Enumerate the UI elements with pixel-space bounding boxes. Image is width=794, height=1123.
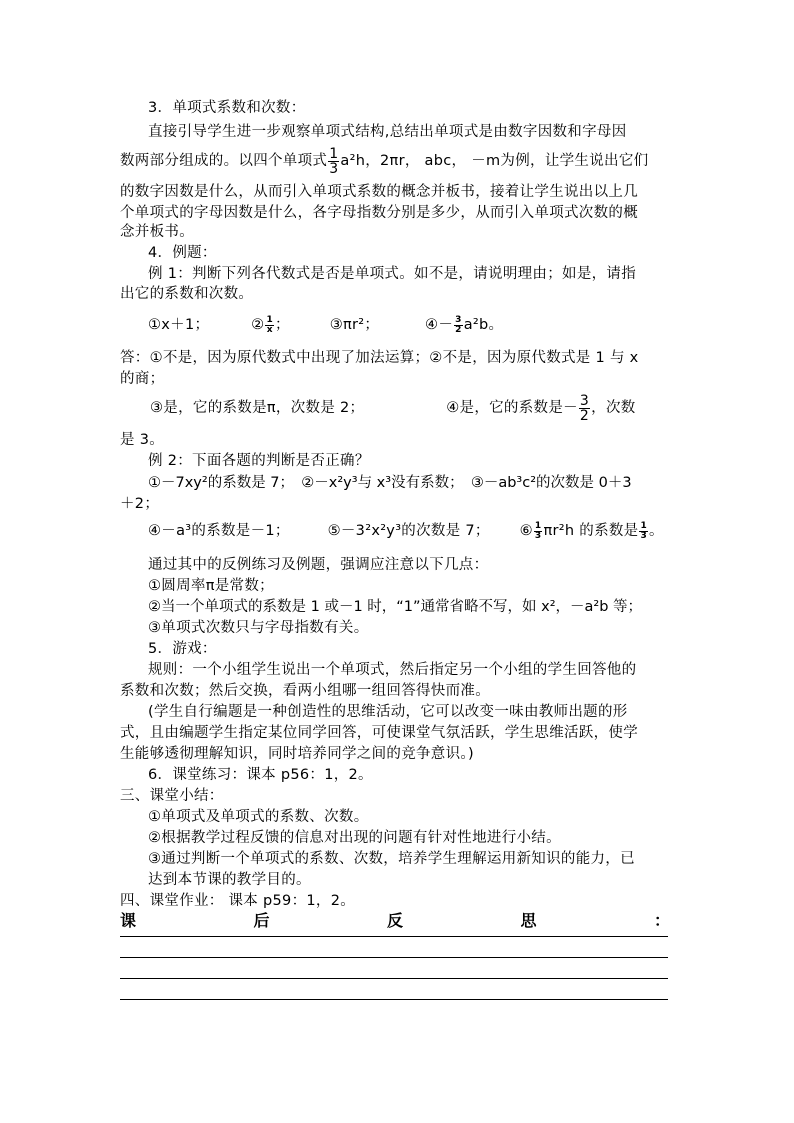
note-item: ①圆周率π是常数； xyxy=(148,578,274,594)
example-1-prompt: 例 1：判断下列各代数式是否是单项式。如不是，请说明理由；如是，请指 xyxy=(148,266,637,282)
writing-line xyxy=(120,936,668,937)
answer-line: 是 3。 xyxy=(120,432,165,448)
summary-item: 达到本节课的教学目的。 xyxy=(148,872,311,888)
fraction: $\frac{1}{3}$ xyxy=(329,145,339,177)
note-item: ②当一个单项式的系数是 1 或－1 时，“1”通常省略不写，如 x²，－a²b 等； xyxy=(148,599,643,615)
example-1-items: ①x＋1； ② $\frac{1}{x}$ ； ③πr²； ④－ $\frac{3}{2}$ a²b。 xyxy=(148,314,504,335)
fraction: $\frac{3}{2}$ xyxy=(455,314,462,335)
paragraph-line: 生能够透彻理解知识，同时培养同学之间的竞争意识。) xyxy=(120,746,474,762)
example-2-prompt: 例 2：下面各题的判断是否正确？ xyxy=(148,453,370,469)
example-2-items: ④－a³的系数是－1； ⑤－3²x²y³的次数是 7； ⑥ $\frac{1}{3}$ πr²h 的系数是 $\frac{1}{3}$ 。 xyxy=(148,520,664,541)
fraction: $\frac{3}{2}$ xyxy=(579,392,590,424)
paragraph-line: 式，且由编题学生指定某位同学回答，可使课堂气氛活跃，学生思维活跃，使学 xyxy=(120,725,638,741)
answer-line: 答：①不是，因为原代数式中出现了加法运算；②不是，因为原代数式是 1 与 x xyxy=(120,350,639,366)
fraction: $\frac{1}{3}$ xyxy=(534,520,542,541)
section-heading-game: 5．游戏： xyxy=(148,641,217,657)
paragraph-line: 系数和次数；然后交换，看两小组哪一组回答得快而准。 xyxy=(120,683,490,699)
paragraph-line: 的数字因数是什么，从而引入单项式系数的概念并板书，接着让学生说出以上几 xyxy=(120,184,638,200)
section-heading-examples: 4．例题： xyxy=(148,245,217,261)
summary-item: ③通过判断一个单项式的系数、次数，培养学生理解运用新知识的能力，已 xyxy=(148,851,635,867)
writing-line xyxy=(120,957,668,958)
section-heading-practice: 6．课堂练习：课本 p56：1，2。 xyxy=(148,767,373,783)
summary-item: ①单项式及单项式的系数、次数。 xyxy=(148,809,369,825)
paragraph-line: 直接引导学生进一步观察单项式结构,总结出单项式是由数字因数和字母因 xyxy=(148,124,627,140)
paragraph-line: (学生自行编题是一种创造性的思维活动，它可以改变一味由教师出题的形 xyxy=(148,704,628,720)
section-heading-homework: 四、课堂作业： 课本 p59：1，2。 xyxy=(120,893,356,909)
example-2-items: ①－7xy²的系数是 7； ②－x²y³与 x³没有系数； ③－ab³c²的次数是 0＋3 xyxy=(148,475,632,491)
summary-item: ②根据教学过程反馈的信息对出现的问题有针对性地进行小结。 xyxy=(148,830,561,846)
fraction: $\frac{1}{3}$ xyxy=(640,520,648,541)
paragraph-line: 念并板书。 xyxy=(120,224,194,240)
post-class-reflection-heading: 课 后 反 思 ： xyxy=(120,911,670,930)
writing-line xyxy=(120,978,668,979)
paragraph-line: 出它的系数和次数。 xyxy=(120,286,254,302)
paragraph-line: ＋2； xyxy=(120,496,160,512)
paragraph-line: 通过其中的反例练习及例题，强调应注意以下几点： xyxy=(148,557,489,573)
section-heading-coefficient-degree: 3．单项式系数和次数： xyxy=(148,100,306,116)
answer-line: ③是，它的系数是π，次数是 2； ④是，它的系数是－ $\frac{3}{2}$ ，次数 xyxy=(150,392,636,424)
paragraph-line: 数两部分组成的。以四个单项式 $\frac{1}{3}$ a²h，2πr， abc， －m为例，让学生说出它们 xyxy=(120,145,649,177)
note-item: ③单项式次数只与字母指数有关。 xyxy=(148,620,369,636)
writing-line xyxy=(120,999,668,1000)
paragraph-line: 规则：一个小组学生说出一个单项式，然后指定另一个小组的学生回答他的 xyxy=(148,662,637,678)
answer-line: 的商； xyxy=(120,371,165,387)
paragraph-line: 个单项式的字母因数是什么，各字母指数分别是多少，从而引入单项式次数的概 xyxy=(120,205,638,221)
fraction: $\frac{1}{x}$ xyxy=(266,314,274,335)
section-heading-summary: 三、课堂小结： xyxy=(120,788,224,804)
